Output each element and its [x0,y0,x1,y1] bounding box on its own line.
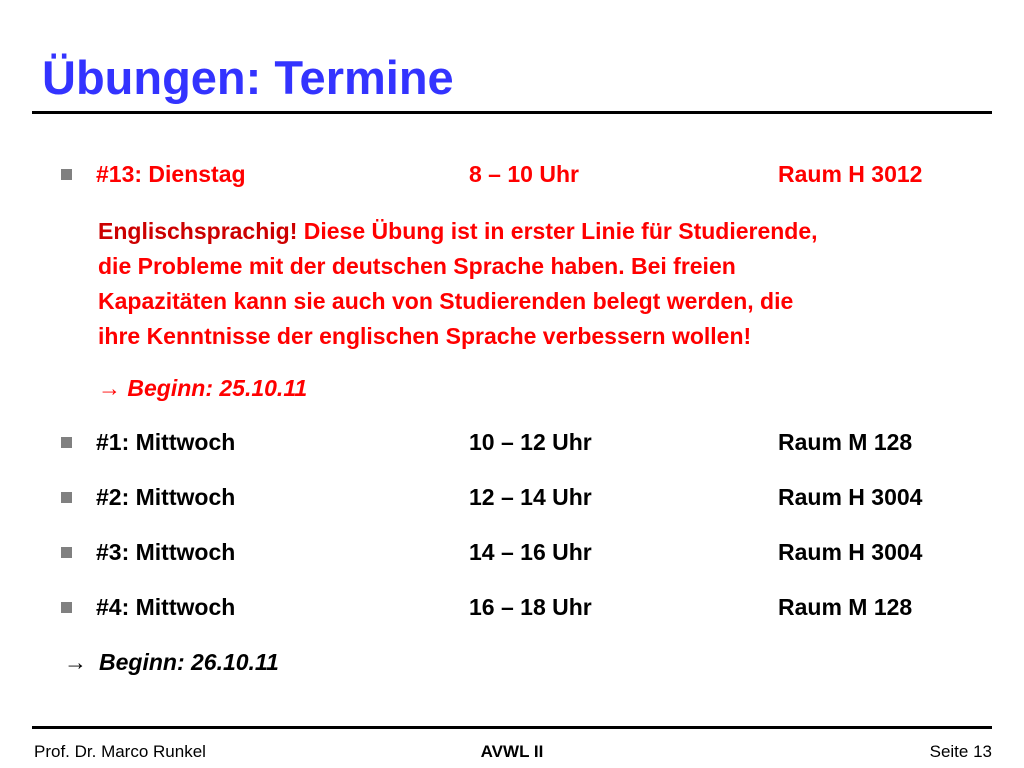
square-bullet-icon [61,169,72,180]
session-row-1 [0,425,1024,459]
square-bullet-icon [61,602,72,613]
title-divider [32,111,992,114]
session-room: Raum H 3004 [778,539,923,565]
footer-author: Prof. Dr. Marco Runkel [34,742,206,761]
note-line-1 [98,214,998,249]
note-line-1-rest: Diese Übung ist in erster Linie für Studierende, [297,218,818,244]
right-arrow-icon: → [64,649,87,675]
session-time: 16 – 18 Uhr [469,594,592,620]
slide-title: Übungen: Termine [42,51,454,104]
session-label: #3: Mittwoch [96,539,236,565]
note-line-2: die Probleme mit der deutschen Sprache haben. Bei freien [98,253,736,279]
session-row-3 [0,535,1024,569]
session-row-4 [0,590,1024,624]
note-line-3: Kapazitäten kann sie auch von Studierenden belegt werden, die [98,288,794,314]
footer-course: AVWL II [480,742,544,761]
note-lead: Englischsprachig! [98,218,298,244]
start-date-text: Beginn: 26.10.11 [99,649,279,675]
session-row-13 [0,157,1024,191]
session-room: Raum H 3004 [778,484,923,510]
square-bullet-icon [61,547,72,558]
session-row-2 [0,480,1024,514]
session-label: #1: Mittwoch [96,429,236,455]
session-room: Raum M 128 [778,594,913,620]
square-bullet-icon [61,437,72,448]
session-time: 14 – 16 Uhr [469,539,592,565]
note-line-4: ihre Kenntnisse der englischen Sprache verbessern wollen! [98,323,752,349]
footer-page-number: Seite 13 [929,742,992,761]
square-bullet-icon [61,492,72,503]
start-date-wednesday-sessions [64,645,279,679]
english-course-note [98,214,998,354]
session-time: 10 – 12 Uhr [469,429,592,455]
session-time: 8 – 10 Uhr [469,161,579,187]
session-label: #2: Mittwoch [96,484,236,510]
session-room: Raum M 128 [778,429,913,455]
session-label: #4: Mittwoch [96,594,236,620]
session-room: Raum H 3012 [778,161,923,187]
session-time: 12 – 14 Uhr [469,484,592,510]
session-label: #13: Dienstag [96,161,246,187]
start-date-session-13: → Beginn: 25.10.11 [98,375,308,401]
footer-divider [32,726,992,729]
